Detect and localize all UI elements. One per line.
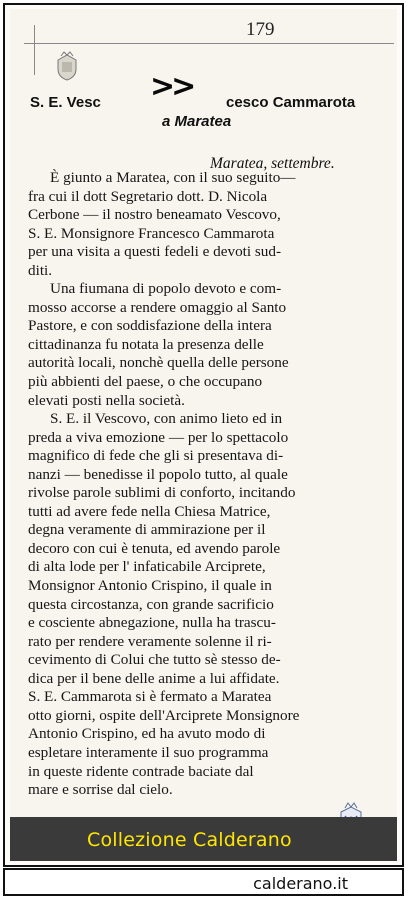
headline-left: S. E. Vesc: [30, 94, 101, 111]
article-line: Una fiumana di popolo devoto e com-: [50, 280, 282, 298]
header-rule: [24, 43, 394, 44]
site-name[interactable]: calderano.it: [253, 874, 348, 893]
page-number: 179: [246, 19, 275, 40]
next-arrows-icon[interactable]: >>: [150, 69, 193, 104]
article-line: È giunto a Maratea, con il suo seguito—: [50, 169, 296, 186]
article-line: S. E. il Vescovo, con animo lieto ed in: [50, 410, 283, 428]
dateline: Maratea, settembre.: [210, 155, 335, 172]
article-line: mare e sorrise dal cielo.: [28, 781, 173, 799]
article-line: Pastore, e con soddisfazione della intera: [28, 317, 272, 335]
article-line: questa circostanza, con grande sacrificio: [28, 595, 274, 613]
article-line: degna veramente di ammirazione per il: [28, 521, 266, 539]
column-rule: [34, 25, 35, 75]
article-line: Antonio Crispino, ed ha avuto modo di: [28, 725, 266, 743]
article-line: Monsignor Antonio Crispino, il quale in: [28, 577, 272, 595]
crest-icon: [54, 51, 80, 81]
newspaper-page: [10, 9, 397, 843]
headline: [24, 91, 394, 115]
article-line: S. E. Cammarota si è fermato a Maratea: [28, 688, 272, 706]
article-line: S. E. Monsignore Francesco Cammarota: [28, 224, 275, 242]
article-line: fra cui il dott Segretario dott. D. Nicola: [28, 187, 268, 205]
article-line: rato per rendere veramente solenne il ri-: [28, 632, 272, 650]
subheadline: a Maratea: [162, 113, 232, 130]
article-line: più abbienti del paese, o che occupano: [28, 373, 263, 391]
article-line: rivolse parole sublimi di conforto, incitando: [28, 484, 296, 502]
article-line: cittadinanza fu notata la presenza delle: [28, 335, 264, 353]
article-line: tutti ad avere fede nella Chiesa Matrice,: [28, 502, 271, 520]
article-line: magnifico di fede che gli si presentava di-: [28, 447, 284, 465]
image-frame: [3, 3, 404, 867]
article-line: mosso accorse a rendere omaggio al Santo: [28, 298, 287, 316]
article-line: espletare interamente il suo programma: [28, 743, 269, 761]
article-body: [28, 169, 380, 800]
article-line: Cerbone — il nostro beneamato Vescovo,: [28, 206, 281, 224]
article-line: otto giorni, ospite dell'Arciprete Monsignore: [28, 706, 300, 724]
article-line: decoro con cui è tenuta, ed avendo parole: [28, 539, 281, 557]
article-line: dica per il bene delle anime a lui affidate.: [28, 669, 280, 687]
article-line: per una visita a questi fedeli e devoti sud-: [28, 243, 282, 261]
article-line: nanzi — benedisse il popolo tutto, al quale: [28, 465, 288, 483]
article-line: e cosciente abnegazione, nulla ha trascu-: [28, 614, 276, 632]
headline-right: cesco Cammarota: [226, 94, 356, 111]
article-line: autorità locali, nonchè quella delle persone: [28, 354, 289, 372]
article-line: diti.: [28, 261, 53, 279]
footer: [3, 868, 404, 896]
article-line: in queste ridente contrade baciate dal: [28, 762, 254, 780]
watermark-text: Collezione Calderano: [87, 829, 292, 851]
article-line: preda a viva emozione — per lo spettacolo: [28, 428, 289, 446]
article-line: elevati posti nella società.: [28, 391, 185, 409]
article-line: di alta lode per l' infaticabile Arciprete,: [28, 558, 266, 576]
article-line: cevimento di Colui che tutto sè stesso de-: [28, 651, 281, 669]
